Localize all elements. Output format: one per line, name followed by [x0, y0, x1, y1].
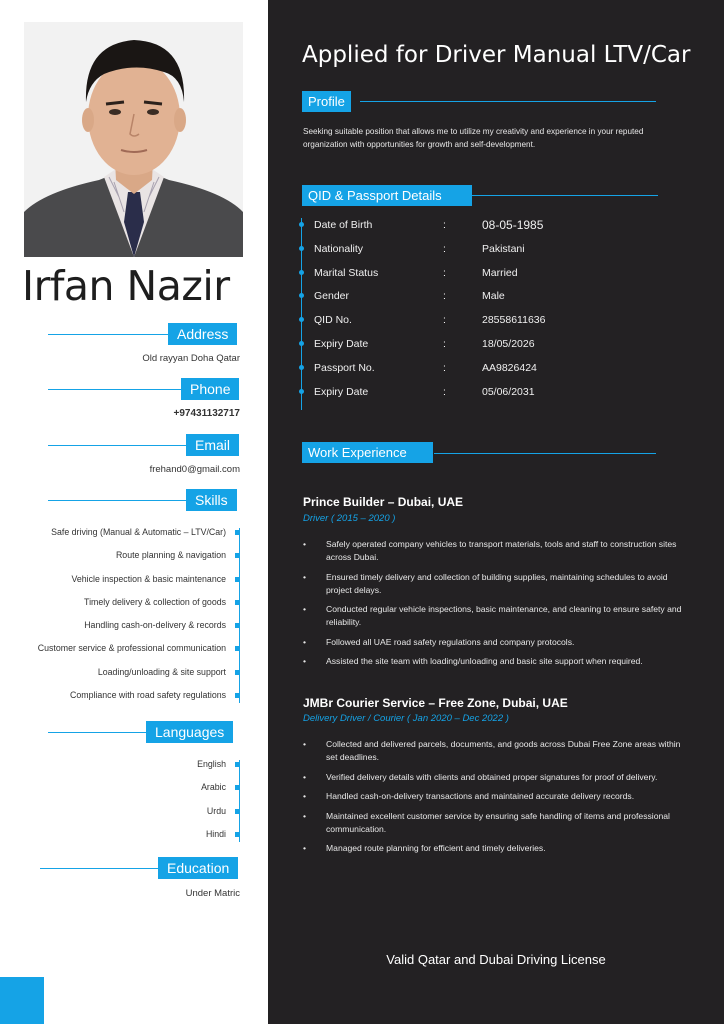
skill-item: Safe driving (Manual & Automatic – LTV/Car) — [38, 525, 240, 548]
qid-heading: QID & Passport Details — [302, 185, 472, 206]
profile-heading: Profile — [302, 91, 351, 112]
skills-divider — [48, 500, 186, 501]
education-value: Under Matric — [185, 888, 240, 899]
email-heading: Email — [186, 434, 239, 456]
qid-row-nationality: Nationality : Pakistani — [302, 240, 682, 264]
education-heading: Education — [158, 857, 238, 879]
bullet-item: • Followed all UAE road safety regulations and company protocols. — [303, 636, 693, 649]
phone-divider — [48, 389, 181, 390]
position-title: Applied for Driver Manual LTV/Car — [302, 42, 691, 68]
phone-heading: Phone — [181, 378, 239, 400]
language-item: Urdu — [197, 804, 240, 827]
languages-list — [197, 757, 240, 850]
work-divider — [434, 453, 656, 454]
bullet-item: • Ensured timely delivery and collection of building supplies, maintaining schedules to avoid project delays. — [303, 571, 693, 597]
work-heading: Work Experience — [302, 442, 433, 463]
qid-row-qid-no: QID No. : 28558611636 — [302, 311, 682, 335]
phone-value: +97431132717 — [173, 408, 240, 419]
qid-row-qid-expiry: Expiry Date : 18/05/2026 — [302, 335, 682, 359]
bullet-item: • Assisted the site team with loading/unloading and basic site support when required. — [303, 655, 693, 668]
bullet-item: • Collected and delivered parcels, documents, and goods across Dubai Free Zone areas within set deadlines. — [303, 738, 693, 764]
job-2-bullets — [303, 738, 693, 862]
driving-license-note: Valid Qatar and Dubai Driving License — [386, 952, 606, 967]
qid-divider — [472, 195, 658, 196]
job-2-title: JMBr Courier Service – Free Zone, Dubai, UAE — [303, 696, 568, 710]
education-divider — [40, 868, 158, 869]
languages-heading: Languages — [146, 721, 233, 743]
email-value: frehand0@gmail.com — [149, 464, 240, 475]
skill-item: Timely delivery & collection of goods — [38, 595, 240, 618]
qid-details — [302, 216, 682, 406]
profile-divider — [360, 101, 656, 102]
qid-row-gender: Gender : Male — [302, 287, 682, 311]
qid-row-passport-no: Passport No. : AA9826424 — [302, 359, 682, 383]
bullet-item: • Conducted regular vehicle inspections, basic maintenance, and cleaning to ensure safety and reliability. — [303, 603, 693, 629]
skill-item: Customer service & professional communication — [38, 641, 240, 664]
job-1-bullets — [303, 538, 693, 675]
left-column — [0, 0, 268, 1024]
profile-photo — [24, 22, 243, 257]
skill-item: Loading/unloading & site support — [38, 665, 240, 688]
address-heading: Address — [168, 323, 237, 345]
language-item: English — [197, 757, 240, 780]
qid-row-passport-expiry: Expiry Date : 05/06/2031 — [302, 383, 682, 407]
skills-heading: Skills — [186, 489, 237, 511]
job-1-subtitle: Driver ( 2015 – 2020 ) — [303, 513, 396, 524]
bullet-item: • Maintained excellent customer service by ensuring safe handling of items and professional communication. — [303, 810, 693, 836]
address-value: Old rayyan Doha Qatar — [142, 353, 240, 364]
bullet-item: • Verified delivery details with clients and obtained proper signatures for proof of delivery. — [303, 771, 693, 784]
language-item: Arabic — [197, 780, 240, 803]
profile-text: Seeking suitable position that allows me to utilize my creativity and experience in your reputed organization with opportunities for growth and self-development. — [303, 127, 644, 149]
skill-item: Handling cash-on-delivery & records — [38, 618, 240, 641]
languages-divider — [48, 732, 146, 733]
bullet-item: • Safely operated company vehicles to transport materials, tools and staff to construction sites across Dubai. — [303, 538, 693, 564]
bullet-item: • Managed route planning for efficient and timely deliveries. — [303, 842, 693, 855]
job-1-title: Prince Builder – Dubai, UAE — [303, 495, 464, 509]
qid-row-dob: Date of Birth : 08-05-1985 — [302, 216, 682, 240]
job-2-subtitle: Delivery Driver / Courier ( Jan 2020 – Dec 2022 ) — [303, 713, 509, 724]
skill-item: Vehicle inspection & basic maintenance — [38, 572, 240, 595]
portrait-image — [24, 22, 243, 257]
qid-row-marital: Marital Status : Married — [302, 264, 682, 288]
candidate-name: Irfan Nazir — [22, 262, 230, 310]
email-divider — [48, 445, 186, 446]
skill-item: Compliance with road safety regulations — [38, 688, 240, 711]
bullet-item: • Handled cash-on-delivery transactions and maintained accurate delivery records. — [303, 790, 693, 803]
skill-item: Route planning & navigation — [38, 548, 240, 571]
right-column — [268, 0, 724, 1024]
address-divider — [48, 334, 168, 335]
corner-accent — [0, 977, 44, 1024]
skills-list — [38, 525, 240, 711]
language-item: Hindi — [197, 827, 240, 850]
